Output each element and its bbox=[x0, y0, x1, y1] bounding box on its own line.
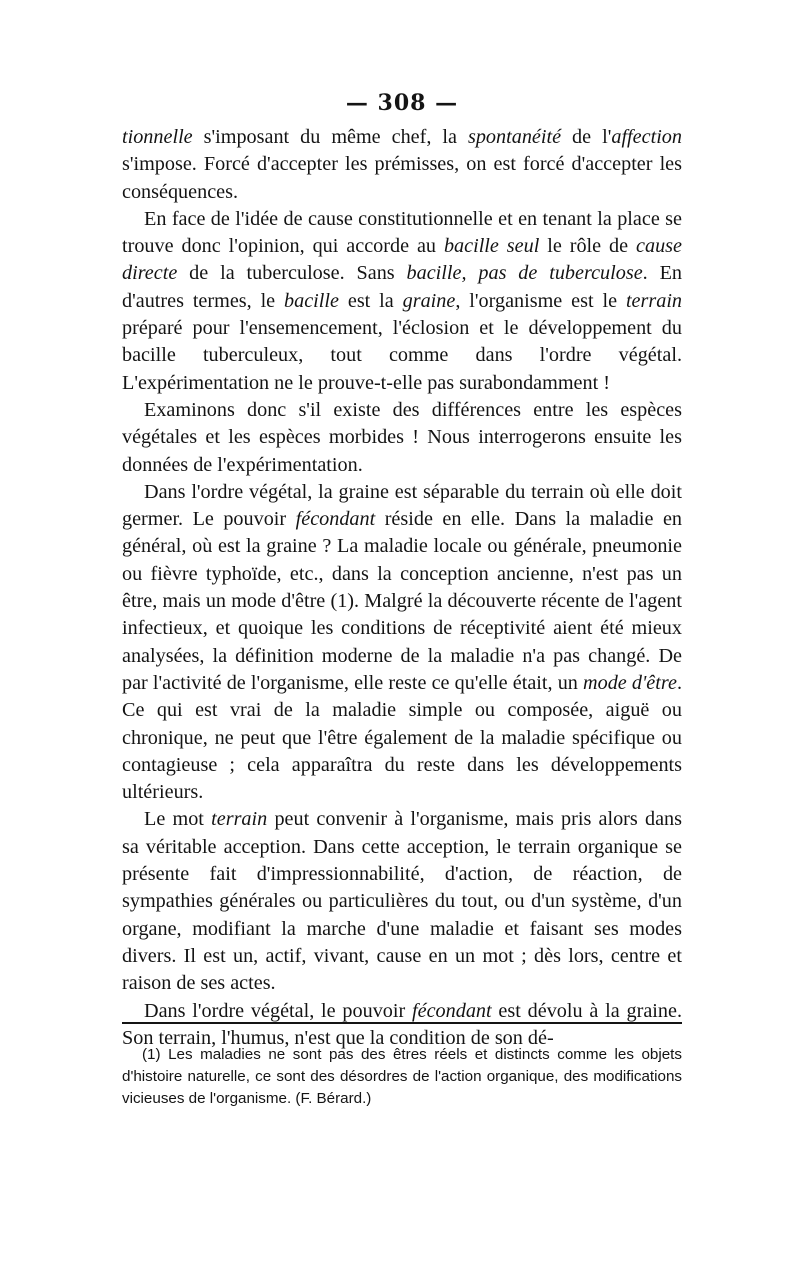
paragraph bbox=[122, 206, 682, 397]
text-run: peut convenir à l'organisme, mais pris alors dans sa véritable acception. Dans cette acception, le terrain organique se présente fait d'impressionnabilité, d'action, de réaction, de sympathies générales ou particulières du tout, ou d'un système, d'un organe, modifiant la marche d'une maladie et faisant ses modes divers. Il est un, actif, vivant, cause en un mot ; dès lors, centre et raison de ses actes. bbox=[122, 808, 682, 995]
text-run: Examinons donc s'il existe des différences entre les espèces végétales et les espèces morbides ! Nous interrogerons ensuite les données de l'expérimentation. bbox=[122, 398, 682, 476]
text-run: est dévolu à la graine. Son terrain, l'humus, n'est que la condition de son dé- bbox=[122, 999, 682, 1049]
text-run: En face de l'idée de cause constitutionnelle et en tenant la place se trouve donc l'opinion, qui accorde au bbox=[122, 207, 682, 258]
text-run: . Ce qui est vrai de la maladie simple ou composée, aiguë ou chronique, ne peut que l'être également de la maladie spécifique ou contagieuse ; cela apparaîtra du reste dans les développements ultérieurs. bbox=[122, 671, 682, 804]
text-run: de la tuberculose. Sans bbox=[177, 262, 407, 285]
text-run: Le mot bbox=[144, 808, 212, 831]
text-run: Dans l'ordre végétal, la graine est séparable du terrain où elle doit germer. Le pouvoir bbox=[122, 480, 682, 531]
italic-run: bacille seul bbox=[443, 235, 540, 258]
italic-run: bacille, pas de tuberculose bbox=[406, 262, 643, 285]
italic-run: fécondant bbox=[295, 508, 376, 531]
paragraph bbox=[122, 397, 682, 479]
paragraph bbox=[122, 124, 682, 206]
italic-run: tionnelle bbox=[122, 126, 193, 148]
page-number: — 308 — bbox=[345, 90, 459, 116]
text-run: s'impose. Forcé d'accepter les prémisses, on est forcé d'accepter les conséquences. bbox=[122, 153, 682, 203]
footnote: (1) Les maladies ne sont pas des êtres réels et distincts comme les objets d'histoire naturelle, ce sont des désordres de l'action organique, des modifications vicieuses de l'organisme. (F. Bérard.) bbox=[122, 1046, 682, 1107]
footnote-divider bbox=[122, 1022, 682, 1024]
italic-run: affection bbox=[611, 126, 682, 148]
italic-run: terrain bbox=[211, 808, 268, 831]
paragraph bbox=[122, 806, 682, 997]
italic-run: terrain bbox=[625, 289, 683, 312]
body-text bbox=[122, 124, 682, 1052]
italic-run: cause directe bbox=[122, 235, 682, 285]
text-run: Dans l'ordre végétal, le pouvoir bbox=[144, 999, 413, 1022]
italic-run: spontanéité bbox=[467, 126, 562, 148]
text-run: . En d'autres termes, le bbox=[122, 262, 682, 312]
text-run: est la bbox=[338, 289, 403, 312]
text-run: , l'organisme est le bbox=[455, 289, 626, 312]
text-run: le rôle de bbox=[539, 235, 637, 258]
italic-run: graine bbox=[402, 289, 456, 312]
text-run: réside en elle. Dans la maladie en général, où est la graine ? La maladie locale ou générale, pneumonie ou fièvre typhoïde, etc., dans la conception ancienne, n'est pas un être, mais un mode d'être (1). Malgré la découverte récente de l'agent infectieux, et quoique les conditions de réceptivité aient été mieux analysées, la définition moderne de la maladie n'a pas changé. De par l'activité de l'organisme, elle reste ce qu'elle était, un bbox=[122, 508, 683, 694]
italic-run: bacille bbox=[284, 289, 339, 312]
paragraph bbox=[122, 479, 682, 807]
italic-run: fécondant bbox=[412, 999, 492, 1022]
text-run: de l' bbox=[561, 126, 612, 148]
text-run: préparé pour l'ensemencement, l'éclosion et le développement du bacille tuberculeux, tout comme dans l'ordre végétal. L'expérimentation ne le prouve-t-elle pas surabondamment ! bbox=[122, 317, 682, 394]
italic-run: mode d'être bbox=[583, 671, 677, 694]
text-run: s'imposant du même chef, la bbox=[192, 126, 468, 148]
